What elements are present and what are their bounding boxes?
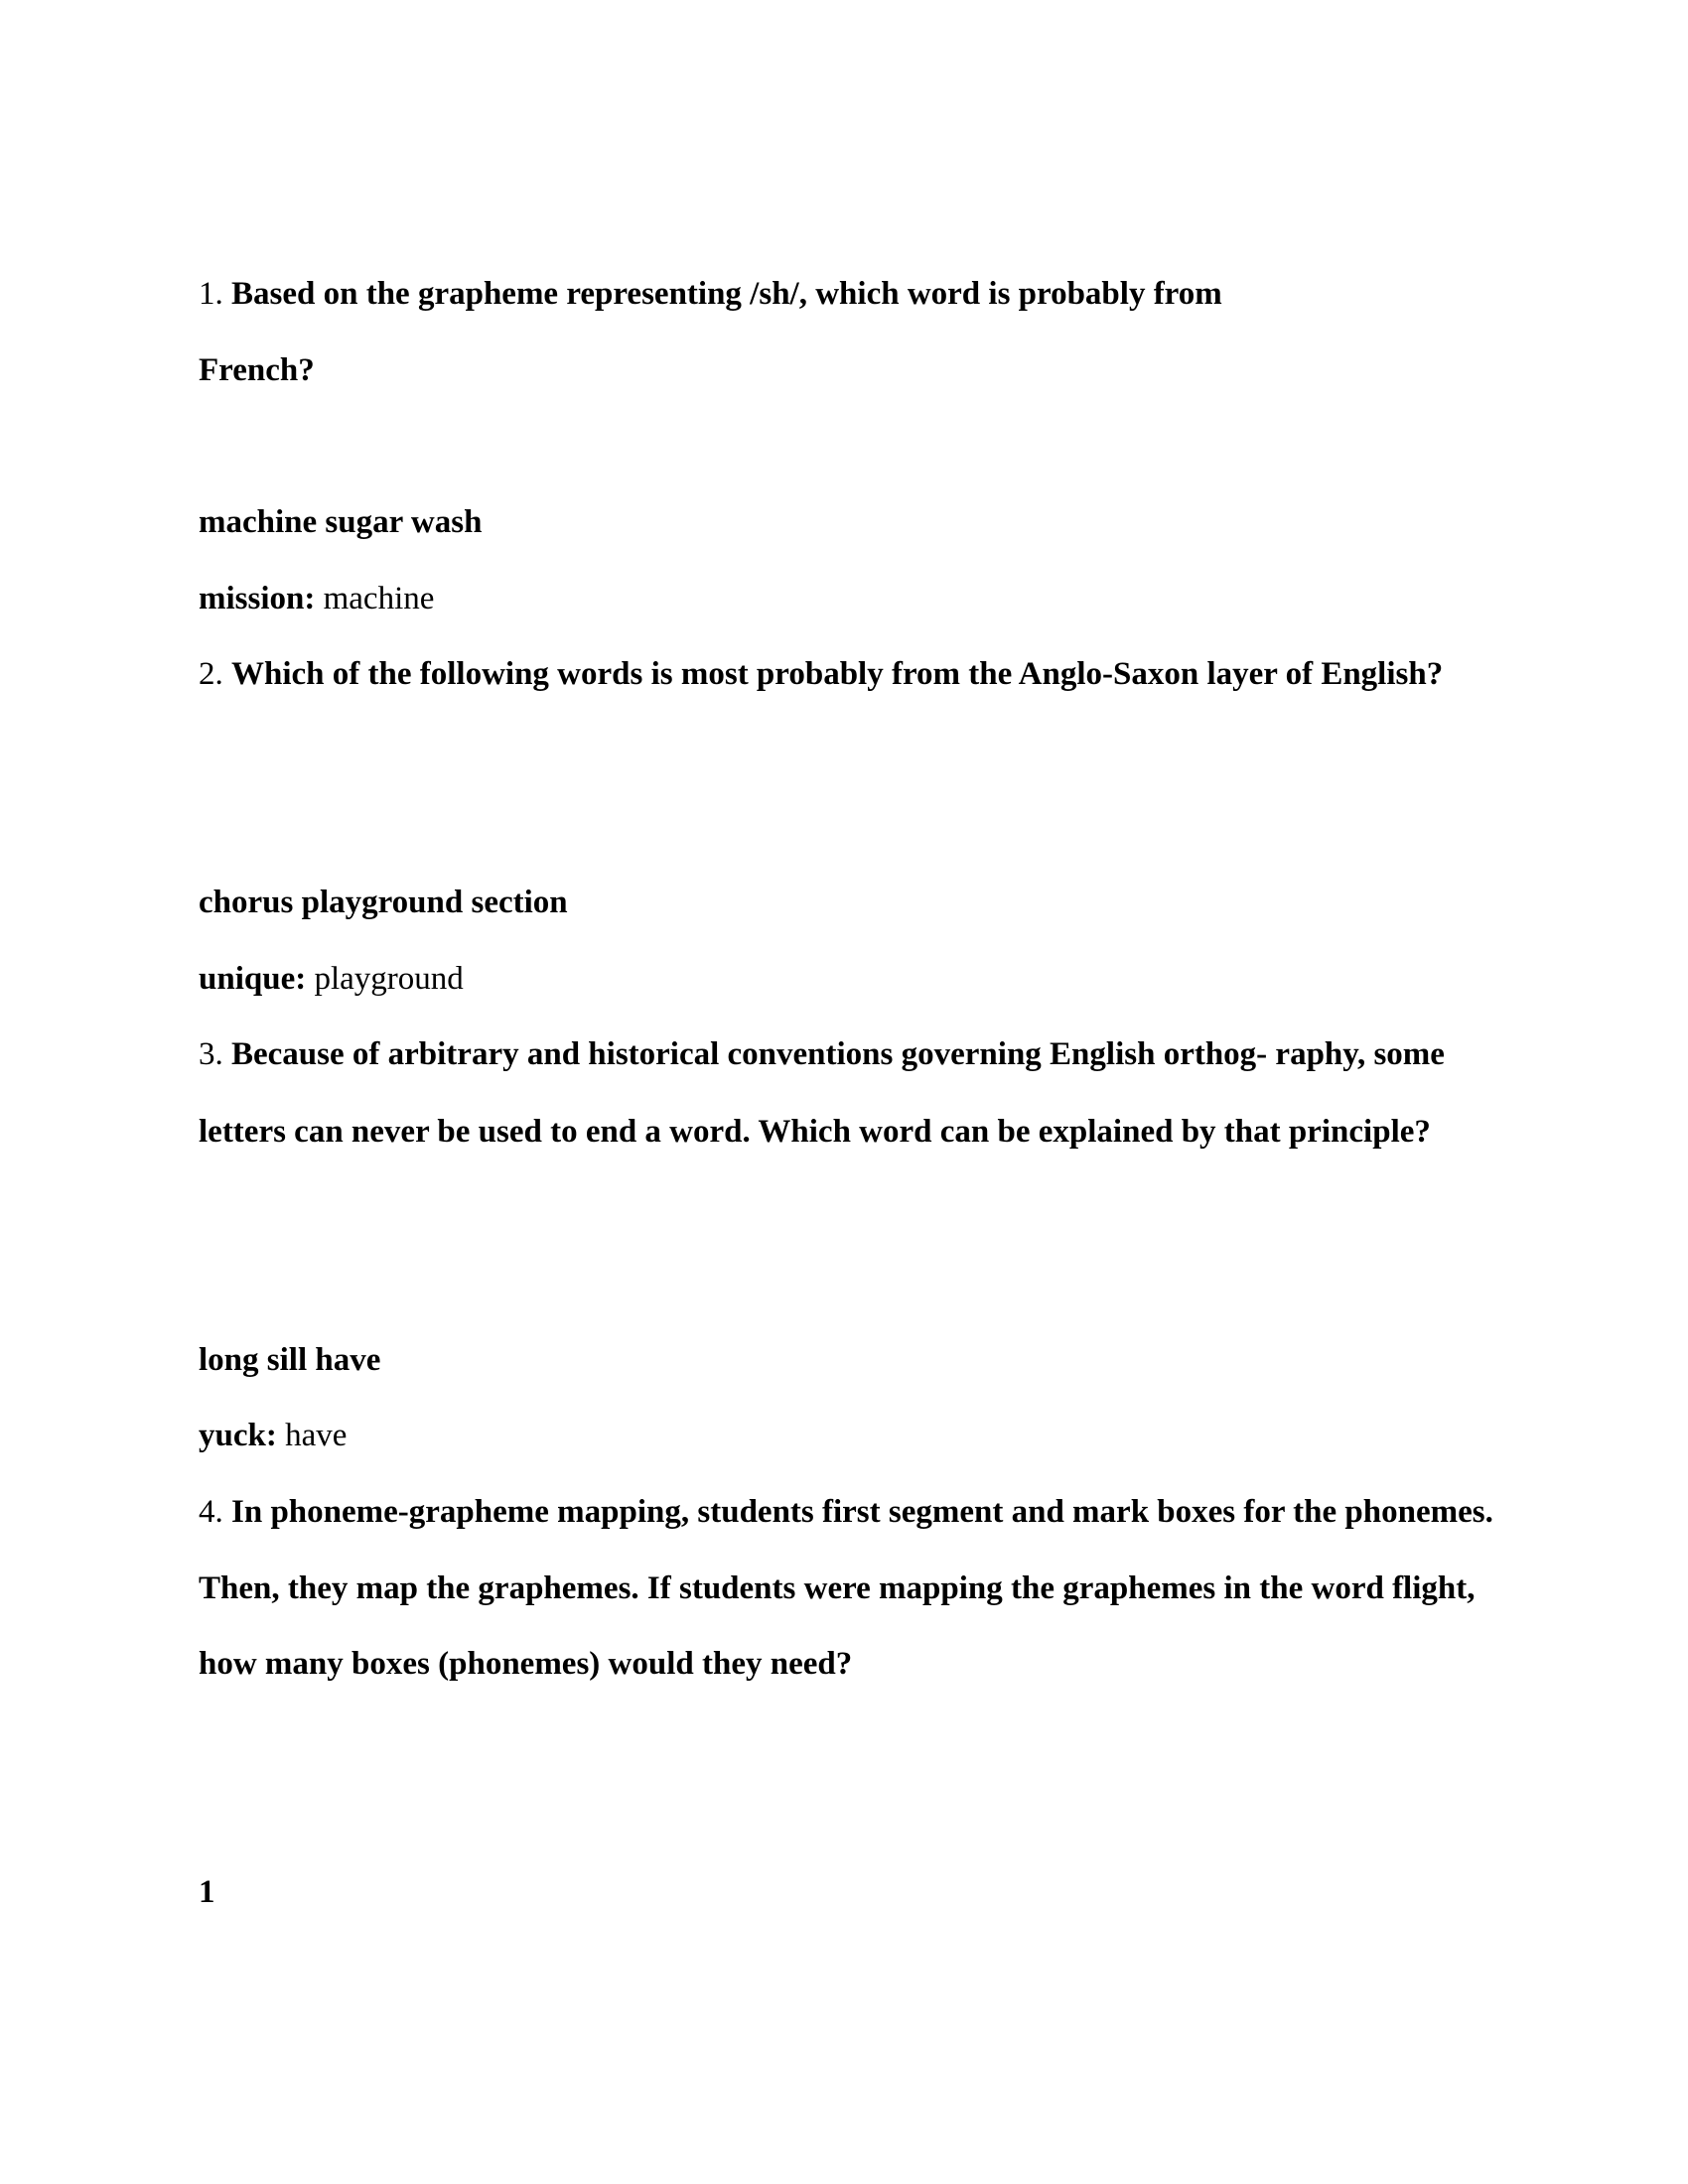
question-4-number: 4. [199,1494,223,1530]
question-2-answer [199,959,464,999]
question-3-prompt-line-2: letters can never be used to end a word. Which word can be explained by that principle? [199,1114,1431,1150]
question-4-prompt-line-2: Then, they map the graphemes. If students were mapping the graphemes in the word flight, [199,1570,1476,1606]
question-3-number: 3. [199,1036,223,1072]
question-3-answer-value: have [285,1418,348,1453]
question-1-number: 1. [199,276,223,312]
question-2-options: chorus playground section [199,885,568,920]
question-1-options: machine sugar wash [199,504,483,540]
question-2-prompt-line-1: Which of the following words is most probably from the Anglo-Saxon layer of English? [231,656,1444,692]
question-3-answer-label: yuck: [199,1418,277,1453]
question-1-prompt-line-1: Based on the grapheme representing /sh/, which word is probably from [231,276,1222,312]
question-1-answer-label: mission: [199,581,316,616]
question-2-answer-label: unique: [199,961,307,997]
question-2-number: 2. [199,656,223,692]
question-3-prompt-line-1: Because of arbitrary and historical conventions governing English orthog- raphy, some [231,1036,1445,1072]
question-2-line-1 [199,654,1443,694]
question-4-line-1 [199,1492,1493,1532]
question-3-options: long sill have [199,1342,381,1378]
question-1-prompt-line-2: French? [199,352,315,388]
question-3-line-1 [199,1034,1445,1074]
question-1-answer-value: machine [323,581,435,616]
question-1-answer [199,579,434,618]
question-1-line-1 [199,274,1222,314]
question-3-answer [199,1416,347,1455]
question-2-answer-value: playground [314,961,464,997]
question-4-prompt-line-3: how many boxes (phonemes) would they need? [199,1646,853,1682]
page-number: 1 [199,1874,215,1910]
question-4-prompt-line-1: In phoneme-grapheme mapping, students first segment and mark boxes for the phonemes. [231,1494,1493,1530]
